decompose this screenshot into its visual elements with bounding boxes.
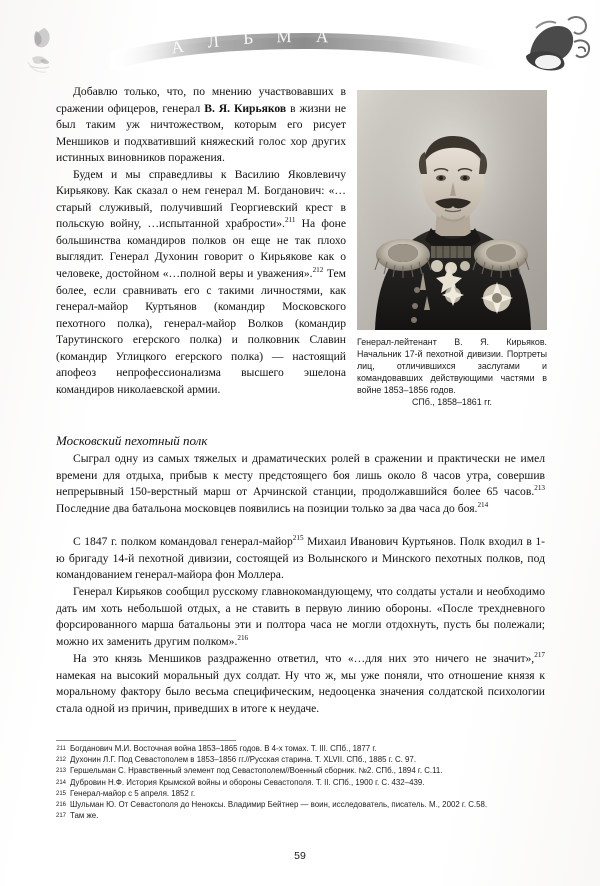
footnote-number: 216 xyxy=(55,801,66,808)
footnote-item xyxy=(50,789,550,800)
footnote-marker-213: 213 xyxy=(534,484,545,493)
section-paragraph-3 xyxy=(56,584,545,650)
section-paragraph-1-body xyxy=(56,451,545,517)
paragraph-intro-1 xyxy=(56,84,346,167)
footnote-text: Духонин Л.Г. Под Севастополем в 1853–1856 гг.//Русская старина. Т. XLVII. СПб., 1885 г. С. 97. xyxy=(70,755,417,765)
section-paragraph-3-text: Генерал Кирьяков сообщил русскому главнокомандующему, что солдаты устали и необходимо дать им хоть небольшой отдых, а не ставить в первую линию обороны. «После трехдневного форсированного марша батальоны эти и полтора часа не могли отдохнуть, пусть бы полежали; можно их заменить другим полком». xyxy=(56,585,545,648)
general-name-emphasis: В. Я. Кирьяков xyxy=(204,101,287,115)
section-paragraph-4 xyxy=(56,651,545,717)
scroll-ornament-icon xyxy=(18,22,80,82)
section-paragraph-4-text-b: намекая на высокий моральный дух солдат. Ну что ж, мы уже поняли, что отношение князя к моральному фактору было весьма специфическим, недооценка значения солдатской психологии стала одной из причин, приведших в итоге к неудаче. xyxy=(56,668,545,715)
footnote-item xyxy=(50,811,550,822)
paragraph-intro-2-text-a: Будем и мы справедливы к Василию Яковлевичу Кирьякову. Как сказал о нем генерал М. Богданович: «…старый служивый, получивший Георгиевский крест в польскую войну, …испытанной храбрости». xyxy=(56,167,346,231)
section-paragraph-2-text-a: С 1847 г. полком командовал генерал-майор xyxy=(73,535,293,548)
footnote-number: 213 xyxy=(55,768,66,775)
helmet-ornament-icon xyxy=(516,8,594,86)
footnote-number: 211 xyxy=(56,746,66,752)
footnote-marker-215: 215 xyxy=(292,534,304,543)
footnote-marker-214: 214 xyxy=(477,500,489,509)
section-heading: Московский пехотный полк xyxy=(56,433,208,448)
footnotes-list xyxy=(50,744,550,822)
page-number: 59 xyxy=(294,850,306,862)
footnote-text: Богданович М.И. Восточная война 1853–1865 годов. В 4-х томах. Т. III. СПб., 1877 г. xyxy=(70,744,377,753)
footnote-text: Гершельман С. Нравственный элемент под Севастополем//Военный сборник. №2. СПб., 1894 г. С.11. xyxy=(70,766,443,776)
paragraph-intro-2-text-b: На фоне большинства командиров полков он еще не так плохо выглядит. Генерал Духонин говорит о Кирьякове как о человеке, достойном «…полной веры и уважения». xyxy=(56,217,346,281)
section-paragraph-4-body xyxy=(56,651,545,717)
footnote-text: Там же. xyxy=(70,811,99,821)
footnote-marker-212: 212 xyxy=(312,266,324,275)
footnote-marker-211: 211 xyxy=(284,216,296,225)
footnote-number: 212 xyxy=(55,757,66,764)
banner-title-text xyxy=(108,24,500,70)
section-paragraph-2-body xyxy=(56,534,545,584)
footnote-text: Шульман Ю. От Севастополя до Неноксы. Владимир Бейтнер — воин, исследователь, писатель. М., 2002 г. С.58. xyxy=(70,799,488,809)
portrait-image xyxy=(357,90,547,330)
figure-kiryakov-portrait xyxy=(357,90,547,408)
intro-text-column xyxy=(56,84,346,398)
figure-caption xyxy=(357,337,547,408)
paragraph-intro-1-text: Добавлю только, что, по мнению участвовавших в сражении офицеров, генерал В. Я. Кирьяков в жизни не был таким уж ничтожеством, которым его рисует Меншиков и подхвативший княжеский голос хор других истинных виновников поражения. xyxy=(56,85,346,165)
footnote-text: Дубровин Н.Ф. История Крымской войны и обороны Севастополя. Т. II. СПб., 1900 г. С. 432–439. xyxy=(70,777,425,787)
footnote-separator-rule xyxy=(56,740,236,741)
footnote-text: Генерал-майор с 5 апреля. 1852 г. xyxy=(70,788,196,798)
figure-caption-source: СПб., 1858–1861 гг. xyxy=(411,396,492,407)
section-paragraph-2 xyxy=(56,534,545,584)
footnote-item xyxy=(50,744,550,755)
footnote-marker-217: 217 xyxy=(534,651,545,660)
section-paragraph-1 xyxy=(56,451,545,517)
footnote-item xyxy=(50,800,550,811)
section-paragraph-3-body xyxy=(56,584,545,650)
paragraph-intro-2 xyxy=(56,167,346,399)
footnote-item xyxy=(50,755,550,766)
figure-caption-main: Генерал-лейтенант В. Я. Кирьяков. Начальник 17-й пехотной дивизии. Портреты лиц, отличившихся заслугами и командовавших действующими частями в войне 1853–1856 годов. xyxy=(357,337,547,395)
section-paragraph-2-text-b: Михаил Иванович Куртьянов. Полк входил в 1-ю бригаду 14-й пехотной дивизии, состоящей из Волынского и Минского пехотных полков, под командованием генерал-майора фон Моллера. xyxy=(56,535,545,581)
title-banner xyxy=(108,24,500,70)
footnote-item xyxy=(50,766,550,777)
section-paragraph-4-text-a: На это князь Меншиков раздраженно ответил, что «…для них это ничего не значит», xyxy=(73,652,535,665)
section-paragraph-1-text-b: Последние два батальона московцев появились на позиции только за два часа до боя. xyxy=(56,501,478,515)
footnote-marker-216: 216 xyxy=(237,633,249,642)
footnote-number: 217 xyxy=(55,813,66,820)
footnote-number: 215 xyxy=(55,790,66,797)
svg-text:АЛЬМА: АЛЬМА xyxy=(169,26,353,58)
footnote-item xyxy=(50,778,550,789)
section-paragraph-1-text-a: Сыграл одну из самых тяжелых и драматических ролей в сражении и практически не имел времени для отдыха, прибыв к месту предстоящего боя лишь около 8 часов утра, совершив непрерывный 150-верстный марш от Арчинской станции, продолжавшийся более 65 часов. xyxy=(56,452,545,498)
page-header xyxy=(0,0,600,82)
paragraph-intro-2-text-c: Тем более, если сравнивать его с такими личностями, как генерал-майор Куртьянов (командир Московского пехотного полка), генерал-майор Волков (командир Тарутинского егерского полка) и полковник Славин (командир Углицкого егерского полка) — настоящий апофеоз непрофессионализма высшего эшелона командиров николаевской армии. xyxy=(56,267,346,396)
footnote-number: 214 xyxy=(55,779,66,786)
